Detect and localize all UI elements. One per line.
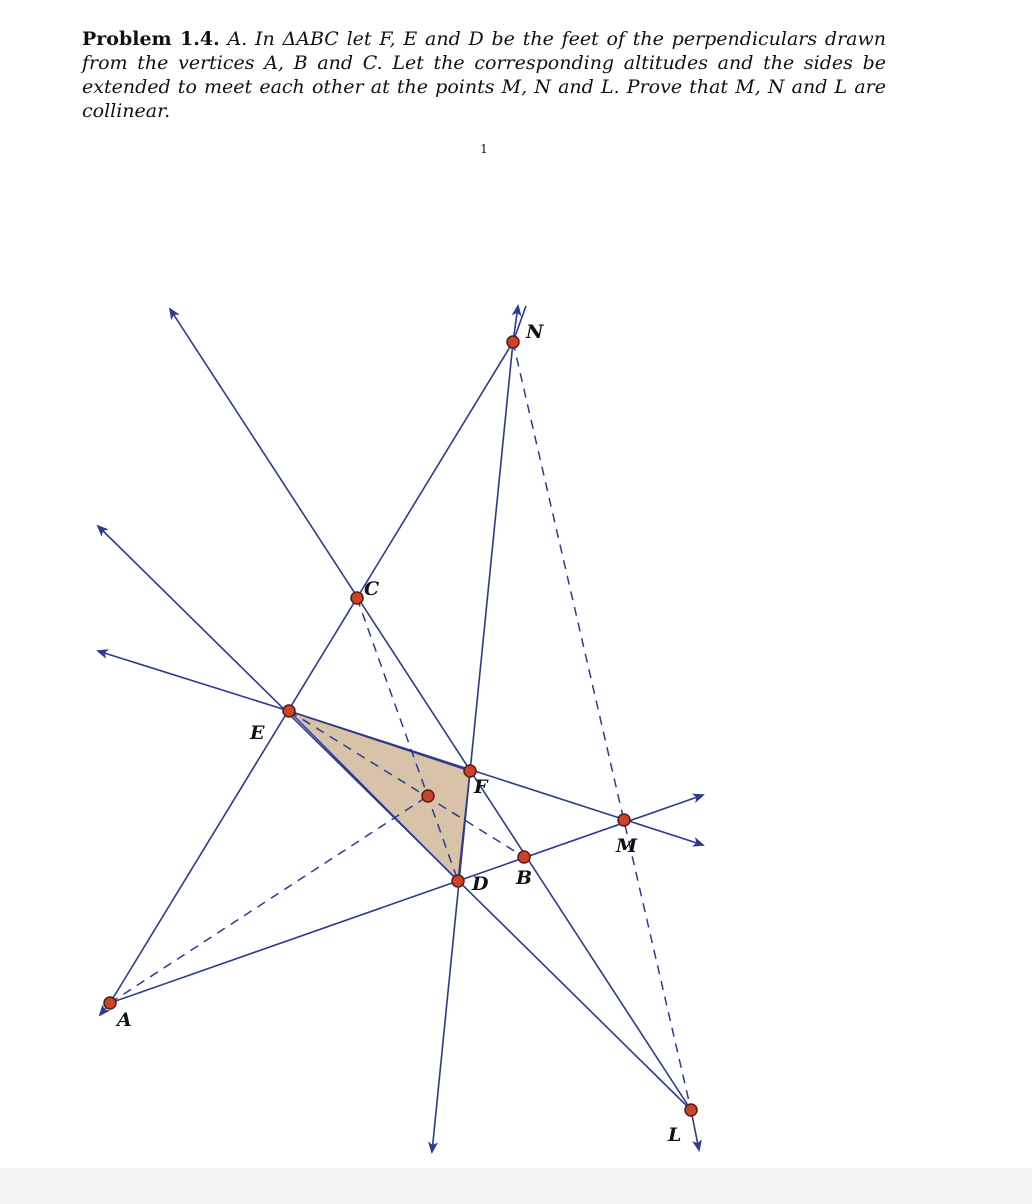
point-m	[618, 814, 630, 826]
footer-strip	[0, 1168, 1032, 1204]
label-l: L	[668, 1124, 682, 1146]
problem-statement: A. In ΔABC let F, E and D be the feet of the perpendiculars drawn from the vertices A, B and C. Let the corresponding altitudes and the sides be extended to meet each other at the points M, N and L. Prove that M, N and L are collinear.	[82, 28, 886, 122]
label-e: E	[250, 722, 265, 744]
label-f: F	[474, 776, 488, 798]
side-line-bc	[170, 309, 691, 1110]
label-c: C	[364, 578, 380, 600]
label-a: A	[117, 1009, 132, 1031]
point-e	[283, 705, 295, 717]
point-l	[685, 1104, 697, 1116]
side-line-ac	[110, 342, 513, 1003]
point-h	[422, 790, 434, 802]
label-b: B	[516, 867, 533, 889]
line-e-f-m	[289, 711, 703, 845]
dashed-collinear-line	[513, 342, 691, 1110]
label-n: N	[526, 321, 544, 343]
line-e-left	[98, 651, 289, 711]
point-c	[351, 592, 363, 604]
problem-label: Problem 1.4.	[82, 28, 220, 50]
orthic-triangle	[289, 711, 470, 881]
point-n	[507, 336, 519, 348]
point-b	[518, 851, 530, 863]
point-d	[452, 875, 464, 887]
label-m: M	[616, 835, 638, 857]
dashed-altitude-a	[110, 796, 428, 1003]
page-number: 1	[480, 142, 488, 156]
point-a	[104, 997, 116, 1009]
line-n-f-d	[432, 342, 513, 1152]
label-d: D	[472, 873, 489, 895]
